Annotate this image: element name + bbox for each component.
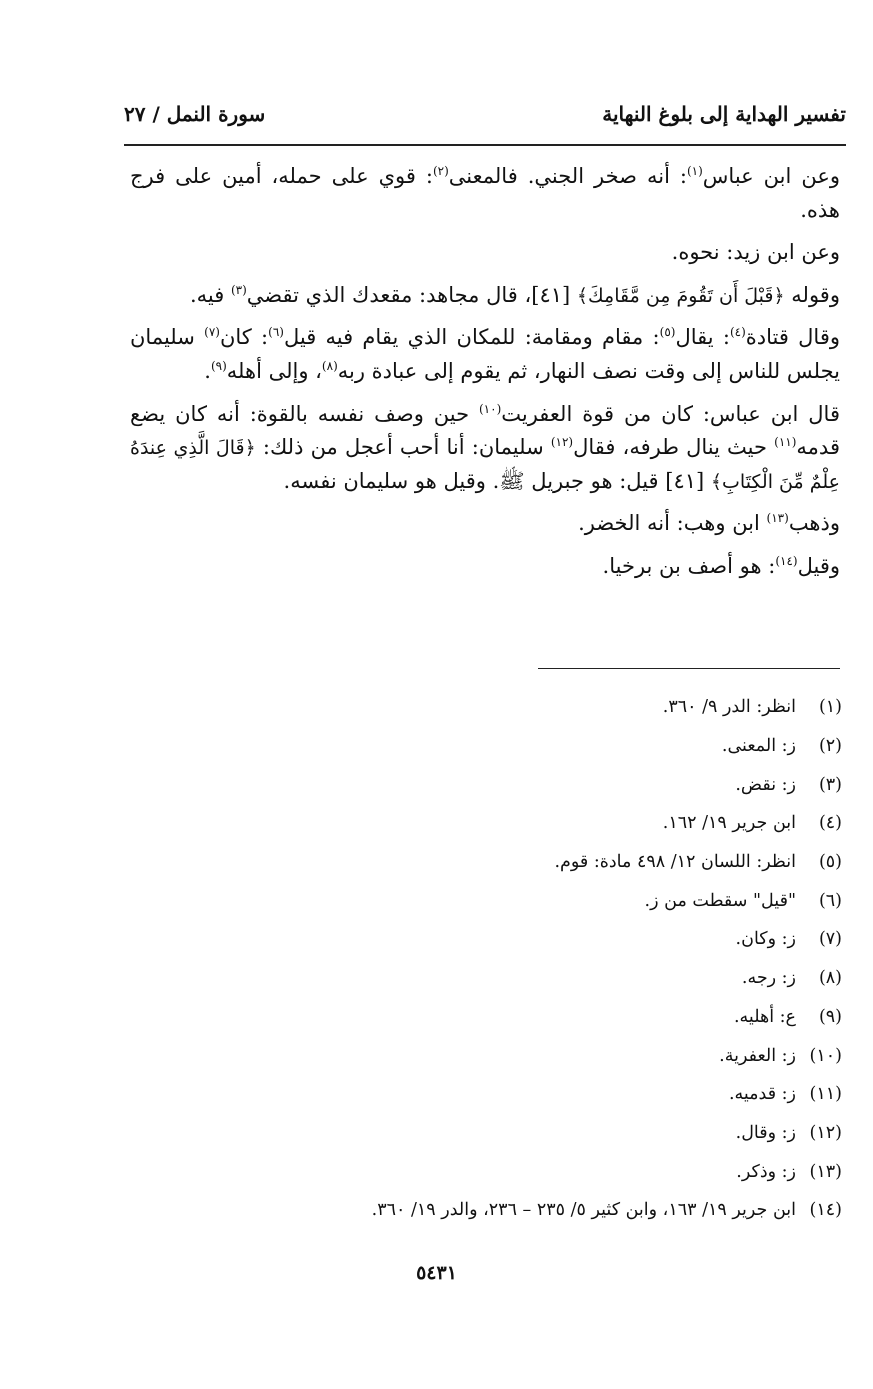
footnote-ref: (٣)	[230, 282, 247, 297]
footnote-ref: (٤)	[729, 325, 746, 340]
footnote-text: ابن جرير ١٩/ ١٦٢.	[662, 813, 796, 834]
footnote-ref: (١٢)	[550, 435, 574, 450]
footnote-text: ع: أهليه.	[733, 1006, 796, 1027]
header-rule	[124, 144, 846, 146]
footnote-text: انظر: الدر ٩/ ٣٦٠.	[662, 697, 796, 718]
footnote-ref: (١٣)	[766, 511, 789, 526]
footnote-ref: (٥)	[659, 325, 676, 340]
footnote-item	[190, 804, 842, 843]
running-header	[124, 96, 846, 132]
footnote-text: ز: وقال.	[735, 1122, 796, 1143]
book-title: تفسير الهداية إلى بلوغ النهاية	[602, 102, 846, 126]
footnote-item	[190, 998, 842, 1037]
footnote-text: "قيل" سقطت من ز.	[644, 890, 796, 911]
footnote-text: ز: وكان.	[735, 929, 796, 950]
footnote-text: ز: المعنى.	[721, 736, 796, 757]
footnote-item	[190, 1191, 842, 1230]
footnote-ref: (٦)	[268, 325, 284, 340]
page-number: ٥٤٣١	[416, 1262, 457, 1284]
footnote-text: ابن جرير ١٩/ ١٦٣، وابن كثير ٥/ ٢٣٥ – ٢٣٦، والدر ١٩/ ٣٦٠.	[371, 1200, 796, 1221]
footnote-number: (١٤)	[809, 1200, 842, 1221]
quran-verse: ﴿قَالَ الَّذِي عِندَهُ عِلْمٌ مِّنَ الْكِتَابِ﴾	[130, 437, 840, 493]
footnotes	[190, 688, 842, 1230]
footnote-ref: (٧)	[204, 325, 220, 340]
paragraph-5: قال ابن عباس: كان من قوة العفريت$^{(١٠)}$ حين وصف نفسه بالقوة: أنه كان يضع قدمه$^{(١١)}$ حيث ينال طرفه، فقال$^{(١٢)}$ سليمان: أنا أحب أعجل من ذلك: ﴿قَالَ الَّذِي عِندَهُ عِلْمٌ مِّنَ الْكِتَابِ﴾ [٤١] قيل: هو جبريل ﷺ. وقيل هو سليمان نفسه.	[130, 401, 840, 493]
footnote-number: (٦)	[818, 890, 842, 911]
footnote-item	[190, 688, 842, 727]
paragraph-4: وقال قتادة$^{(٤)}$: يقال$^{(٥)}$: مقام ومقامة: للمكان الذي يقام فيه قيل$^{(٦)}$: كان$^{(٧)}$ سليمان يجلس للناس إلى وقت نصف النهار، ثم يقوم إلى عبادة ربه$^{(٨)}$، وإلى أهله$^{(٩)}$.	[130, 325, 841, 383]
footnote-text: ز: قدميه.	[728, 1084, 796, 1105]
footnote-number: (٢)	[818, 736, 842, 757]
paragraph-6: وذهب$^{(١٣)}$ ابن وهب: أنه الخضر.	[578, 511, 840, 536]
footnote-item	[190, 1075, 842, 1114]
paragraph-1: وعن ابن عباس$^{(١)}$: أنه صخر الجني. فالمعنى$^{(٢)}$: قوي على حمله، أمين على فرج هذه.	[130, 164, 840, 222]
footnote-text: ز: نقض.	[735, 774, 796, 795]
footnote-item	[190, 881, 842, 920]
paragraph-7: وقيل$^{(١٤)}$: هو أصف بن برخيا.	[602, 553, 840, 578]
footnote-ref: (١)	[686, 164, 703, 178]
footnote-ref: (١٤)	[775, 553, 798, 568]
footnote-number: (٩)	[818, 1006, 842, 1027]
footnote-number: (١)	[818, 697, 842, 718]
footnote-ref: (١١)	[774, 435, 797, 450]
surah-label: سورة النمل / ٢٧	[124, 102, 266, 126]
footnote-text: ز: رجه.	[741, 968, 796, 989]
footnote-number: (١٢)	[809, 1122, 842, 1143]
footnote-item	[190, 1036, 842, 1075]
footnote-number: (٧)	[818, 929, 842, 950]
footnote-number: (١٣)	[809, 1161, 842, 1182]
footnote-number: (١٠)	[809, 1045, 842, 1066]
footnote-item	[190, 959, 842, 998]
footnote-separator	[538, 668, 840, 669]
footnote-number: (٨)	[818, 968, 842, 989]
footnote-text: انظر: اللسان ١٢/ ٤٩٨ مادة: قوم.	[554, 852, 796, 873]
footnote-number: (١١)	[809, 1084, 842, 1105]
quran-verse: ﴿قَبْلَ أَن تَقُومَ مِن مَّقَامِكَ﴾	[576, 284, 785, 307]
footnote-item	[190, 843, 842, 882]
footnote-ref: (٢)	[432, 164, 449, 178]
paragraph-3: وقوله ﴿قَبْلَ أَن تَقُومَ مِن مَّقَامِكَ﴾ [٤١]، قال مجاهد: مقعدك الذي تقضي$^{(٣)}$ فيه.	[189, 282, 840, 307]
footnote-ref: (٩)	[210, 358, 227, 373]
footnote-item	[190, 727, 842, 766]
footnote-item	[190, 920, 842, 959]
footnote-text: ز: العفرية.	[719, 1045, 796, 1066]
footnote-number: (٤)	[818, 813, 842, 834]
footnote-number: (٥)	[818, 852, 842, 873]
paragraph-2: وعن ابن زيد: نحوه.	[671, 240, 840, 265]
footnote-ref: (١٠)	[478, 401, 502, 416]
footnote-item	[190, 765, 842, 804]
footnote-number: (٣)	[818, 774, 842, 795]
footnote-ref: (٨)	[321, 358, 338, 373]
footnote-text: ز: وذكر.	[736, 1161, 796, 1182]
main-text	[130, 160, 840, 593]
footnote-item	[190, 1152, 842, 1191]
footnote-item	[190, 1114, 842, 1153]
